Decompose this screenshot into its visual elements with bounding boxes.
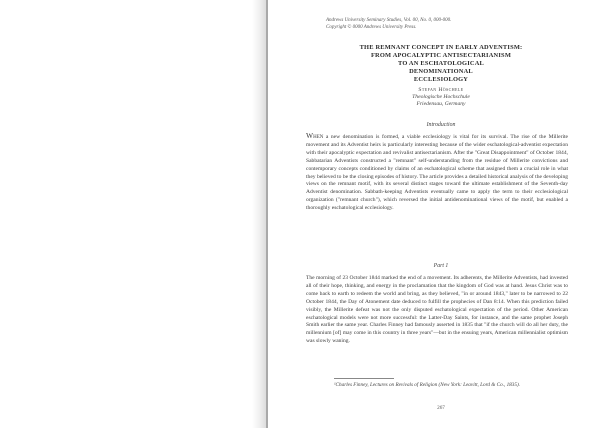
author-location: Friedensau, Germany (416, 101, 466, 107)
title-line-5: ECCLESIOLOGY (413, 76, 469, 83)
section-heading-part-1: Part 1 (433, 263, 449, 269)
introduction-paragraph (306, 132, 568, 213)
author-name: Stefan Höschele (418, 87, 464, 93)
title-line-4: DENOMINATIONAL (409, 68, 473, 75)
part-1-paragraph: The morning of 23 October 1844 marked the end of a movement. Its adherents, the Millerite Adventists, had invested all of their hope, thinking, and energy in the proclamation that the kingdom of God was at hand. Jesus Christ was to come back to earth to redeem the world and bring, as they believed, "in or around 1843," later to be narrowed to 22 October 1844, the Day of Atonement date deduced to fulfill the prophecies of Dan 8:14. When this prediction failed visibly, the Millerite defeat was not the only disputed eschatological expectation of the period. Other American eschatological models were not more successful: the Latter-Day Saints, for instance, and the same prophet Joseph Smith earlier the same year. Charles Finney had famously asserted in 1835 that "if the church will do all her duty, the millennium [of] may come in this country in three years"—but in the ensuing years, American millennialist optimism was slowly waning. (306, 275, 568, 345)
journal-citation: Andrews University Seminary Studies, Vol. 00, No. 0, 000-000. (326, 18, 452, 23)
author-institution: Theologische Hochschule (412, 94, 470, 100)
title-line-3: TO AN ESCHATOLOGICAL (397, 60, 485, 67)
running-header (326, 18, 451, 31)
footnote: ¹Charles Finney, Lectures on Revivals of Religion (New York: Leavitt, Lord & Co., 1835). (334, 382, 520, 388)
copyright-line: Copyright © 0000 Andrews University Press. (326, 24, 417, 30)
document-page (282, 0, 600, 428)
section-heading-introduction: Introduction (426, 122, 456, 128)
left-facing-blank-page (0, 0, 268, 428)
book-spine-shadow (266, 0, 268, 428)
article-title (282, 44, 600, 84)
footnote-separator (334, 378, 394, 379)
drop-word: When (306, 131, 324, 140)
page-number: 267 (437, 405, 445, 411)
title-line-1: THE REMNANT CONCEPT IN EARLY ADVENTISM: (359, 44, 523, 51)
title-line-2: FROM APOCALYPTIC ANTISECTARIANISM (370, 52, 512, 59)
introduction-text: a new denomination is formed, a viable ecclesiology is vital for its survival. The rise of the Millerite movement and its Adventist heirs is particularly interesting because of the wider eschatological-adventist expectation with their apocalyptic expectation and revivalist antisectarianism. After the "Great Disappointment" of October 1844, Sabbatarian Adventists constructed a "remnant" self-understanding from the residue of Millerite convictions and contemporary concepts conditioned by claims of an eschatological scheme that assigned them a crucial role in what they believed to be the closing episodes of history. The article provides a detailed historical analysis of the developing views on the remnant motif, with its several distinct stages toward the ultimate establishment of the Seventh-day Adventist denomination. Sabbath-keeping Adventists eventually came to apply the term to their ecclesiological organization ("remnant church"), which reversed the initial antidenominational views of the motif, but enabled a thoroughly eschatological ecclesiology. (306, 134, 568, 212)
author-block (282, 87, 600, 108)
